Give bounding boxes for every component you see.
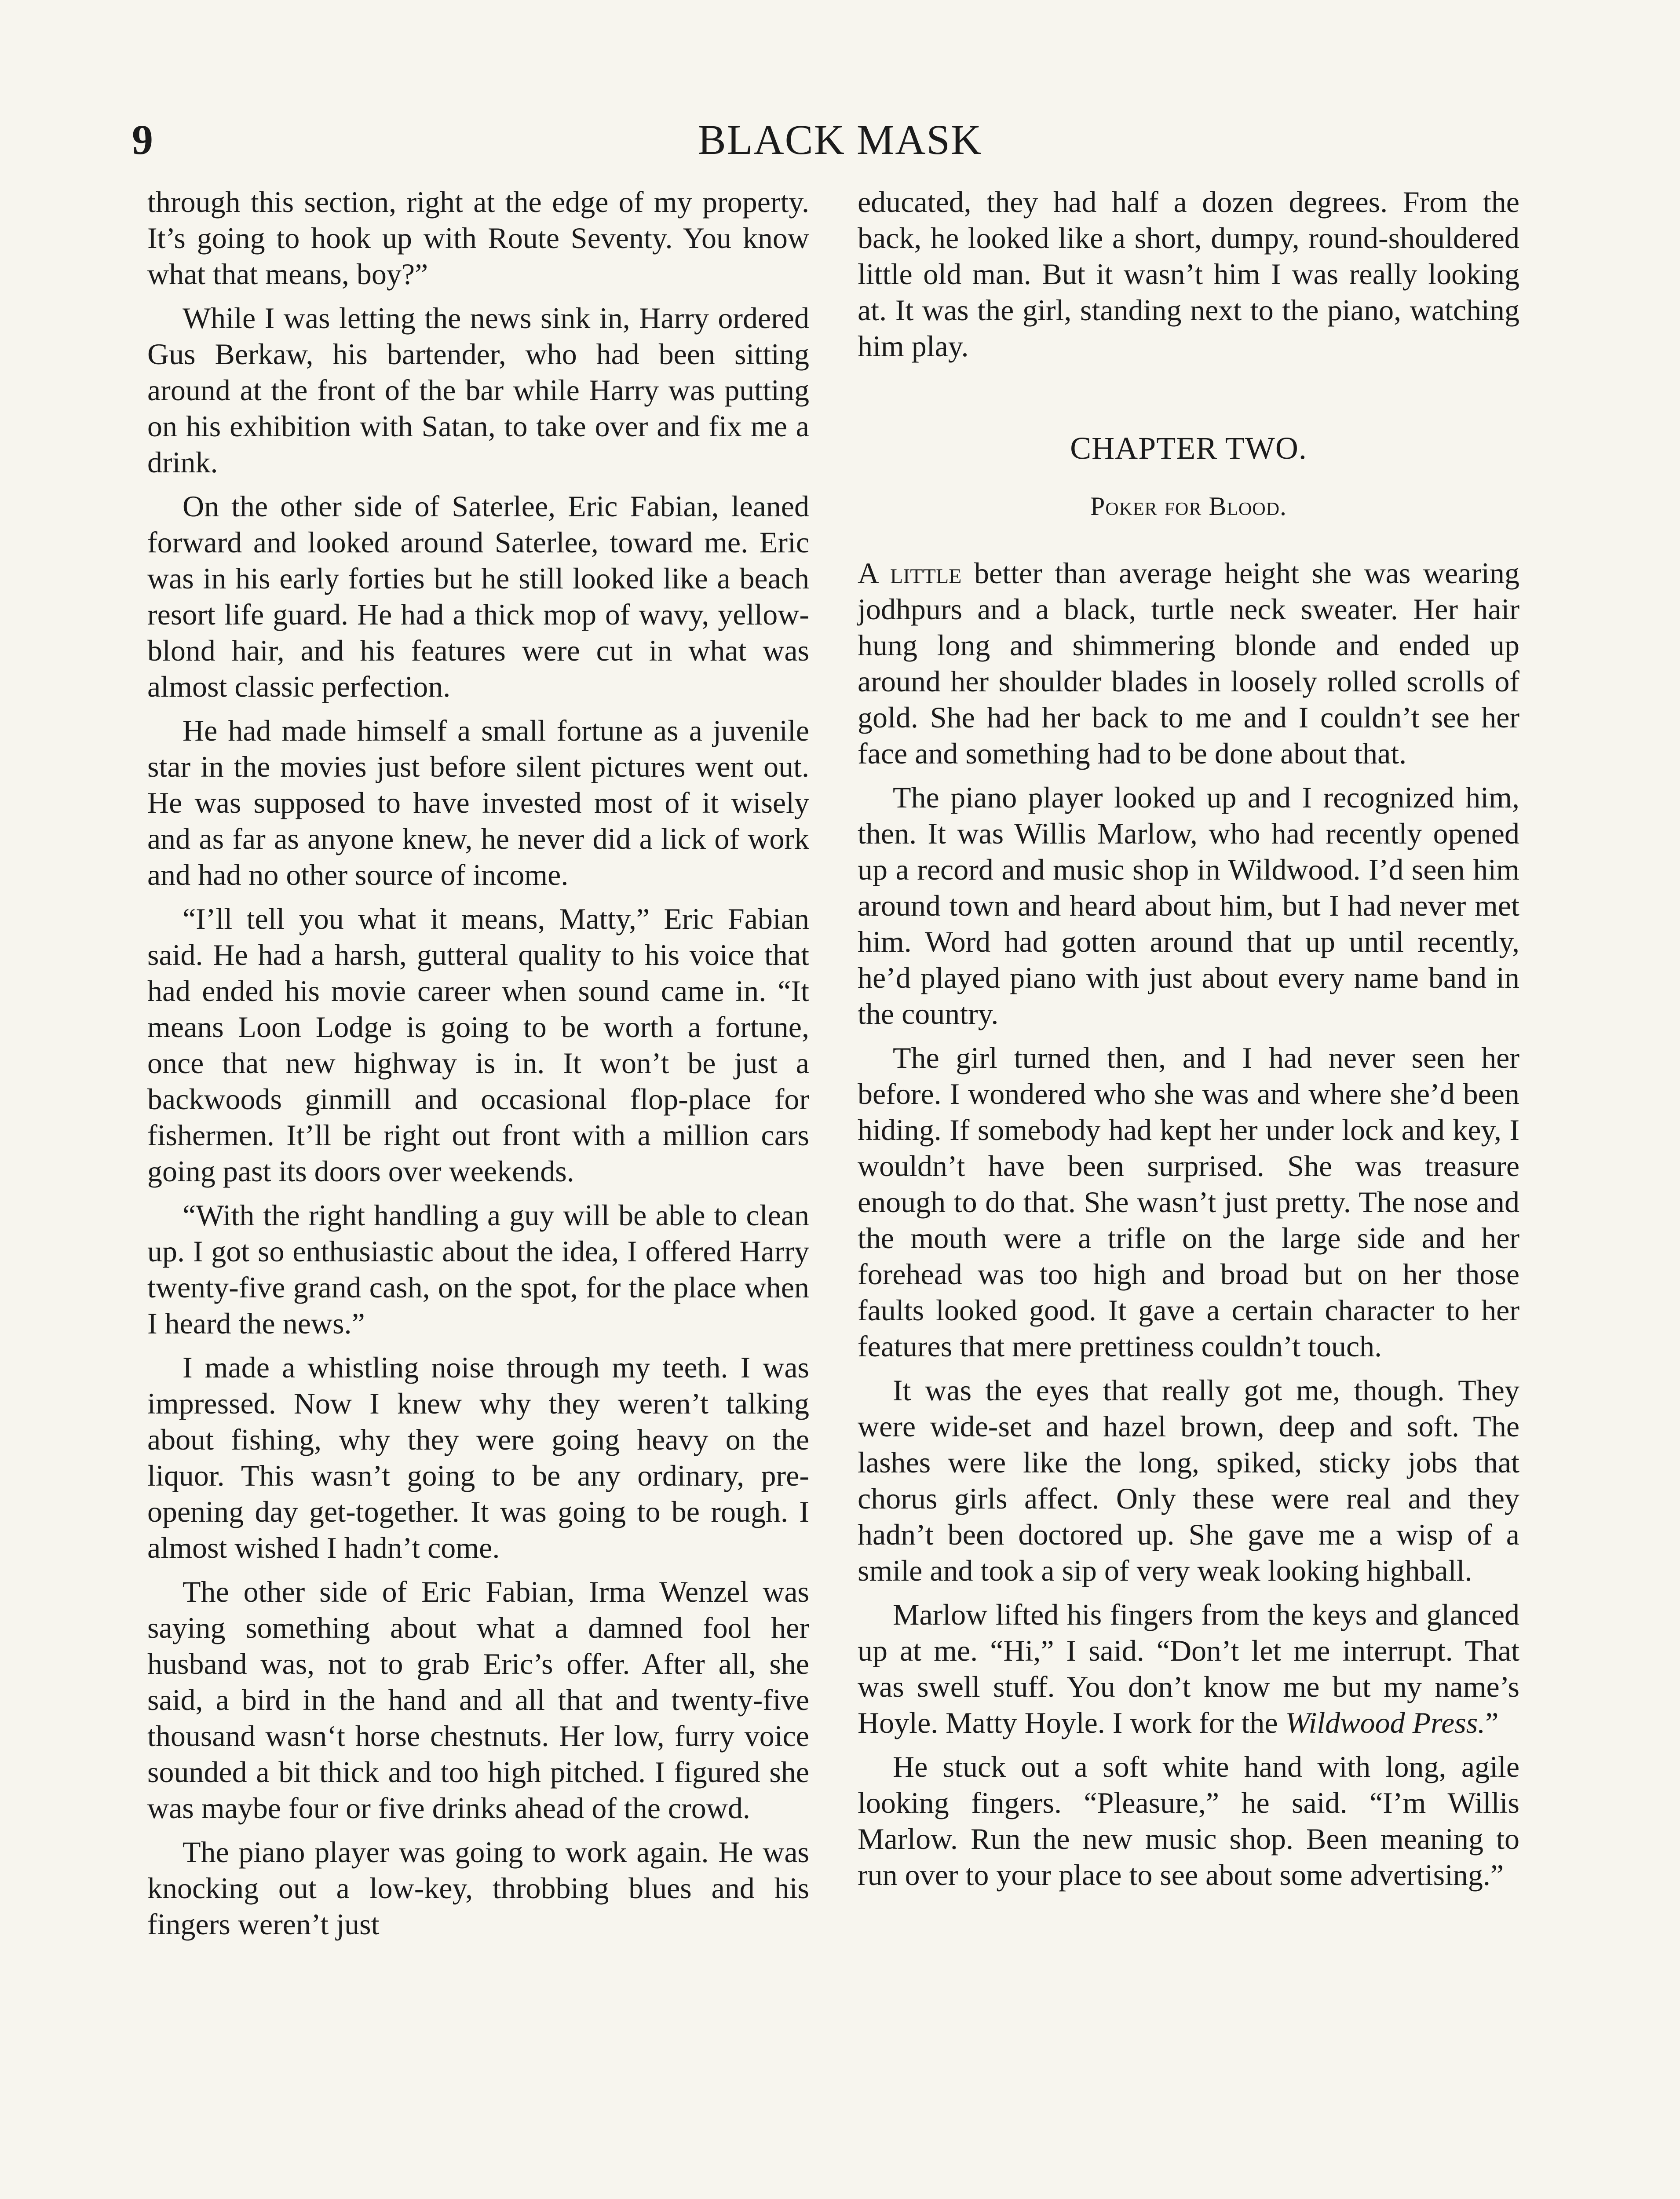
- paragraph: The piano player looked up and I recognized him, then. It was Willis Marlow, who had recently opened up a record and music shop in Wildwood. I’d seen him around town and heard about him, but I had never met him. Word had gotten around that up until recently, he’d played piano with just about every name band in the country.: [858, 781, 1519, 1030]
- paragraph: educated, they had half a dozen degrees. From the back, he looked like a short, dumpy, round-shouldered little old man. But it wasn’t him I was really looking at. It was the girl, standing next to the piano, watching him play.: [858, 185, 1519, 363]
- chapter-opening-paragraph: [858, 555, 1519, 771]
- paragraph: He had made himself a small fortune as a juvenile star in the movies just before silent pictures went out. He was supposed to have invested most of it wisely and as far as anyone knew, he never did a lick of work and had no other source of income.: [147, 714, 809, 891]
- paragraph: On the other side of Saterlee, Eric Fabian, leaned forward and looked around Saterlee, toward me. Eric was in his early forties but he still looked like a beach resort life guard. He had a thick mop of wavy, yellow-blond hair, and his features were cut in what was almost classic perfection.: [147, 489, 809, 703]
- paragraph: I made a whistling noise through my teeth. I was impressed. Now I knew why they weren’t talking about fishing, why they were going heavy on the liquor. This wasn’t going to be any ordinary, pre-opening day get-together. It was going to be rough. I almost wished I hadn’t come.: [147, 1351, 809, 1564]
- lead-in-smallcaps: A little: [858, 556, 962, 590]
- newspaper-name: Wildwood Press.: [1285, 1706, 1486, 1739]
- paragraph: [858, 1596, 1519, 1741]
- running-title: BLACK MASK: [698, 116, 982, 163]
- paragraph: The other side of Eric Fabian, Irma Wenzel was saying something about what a damned fool her husband was, not to grab Eric’s offer. After all, she said, a bird in the hand and all that and twenty-five thousand wasn‘t horse chestnuts. Her low, furry voice sounded a bit thick and too high pitched. I figured she was maybe four or five drinks ahead of the crowd.: [147, 1575, 809, 1825]
- left-column: [147, 184, 809, 1950]
- chapter-title: CHAPTER TWO.: [1070, 431, 1307, 466]
- paragraph: While I was letting the news sink in, Harry ordered Gus Berkaw, his bartender, who had been sitting around at the front of the bar while Harry was putting on his exhibition with Satan, to take over and fix me a drink.: [147, 301, 809, 479]
- paragraph-text: Marlow lifted his fingers from the keys and glanced up at me. “Hi,” I said. “Don’t let me interrupt. That was swell stuff. You don’t know me but my name’s Hoyle. Matty Hoyle. I work for the: [858, 1598, 1519, 1739]
- lead-in-rest: better than average height she was wearing jodhpurs and a black, turtle neck sweater. Her hair hung long and shimmering blonde and ended up around her shoulder blades in loosely rolled scrolls of gold. She had her back to me and I couldn’t see her face and something had to be done about that.: [858, 556, 1519, 770]
- page-number: 9: [132, 116, 153, 163]
- paragraph: He stuck out a soft white hand with long, agile looking fingers. “Pleasure,” he said. “I’m Willis Marlow. Run the new music shop. Been meaning to run over to your place to see about some advertising.”: [858, 1750, 1519, 1892]
- paragraph: The piano player was going to work again. He was knocking out a low-key, throbbing blues and his fingers weren’t just: [147, 1835, 809, 1941]
- paragraph: It was the eyes that really got me, though. They were wide-set and hazel brown, deep and soft. The lashes were like the long, spiked, sticky jobs that chorus girls affect. Only these were real and they hadn’t been doctored up. She gave me a wisp of a smile and took a sip of very weak looking highball.: [858, 1373, 1519, 1587]
- paragraph: “I’ll tell you what it means, Matty,” Eric Fabian said. He had a harsh, gutteral quality to his voice that had ended his movie career when sound came in. “It means Loon Lodge is going to be worth a fortune, once that new highway is in. It won’t be just a backwoods ginmill and occasional flop-place for fishermen. It’ll be right out front with a million cars going past its doors over weekends.: [147, 902, 809, 1188]
- paragraph-text: ”: [1485, 1706, 1499, 1739]
- right-column: [858, 184, 1519, 1901]
- paragraph: through this section, right at the edge of my property. It’s going to hook up with Route Seventy. You know what that means, boy?”: [147, 185, 809, 291]
- paragraph: “With the right handling a guy will be able to clean up. I got so enthusiastic about the idea, I offered Harry twenty-five grand cash, on the spot, for the place when I heard the news.”: [147, 1198, 809, 1340]
- chapter-subtitle: Poker for Blood.: [1090, 492, 1287, 521]
- paragraph: The girl turned then, and I had never seen her before. I wondered who she was and where she’d been hiding. If somebody had kept her under lock and key, I wouldn’t have been surprised. She was treasure enough to do that. She wasn’t just pretty. The nose and the mouth were a trifle on the large side and her forehead was too high and broad but on her those faults looked good. It gave a certain character to her features that mere prettiness couldn’t touch.: [858, 1041, 1519, 1363]
